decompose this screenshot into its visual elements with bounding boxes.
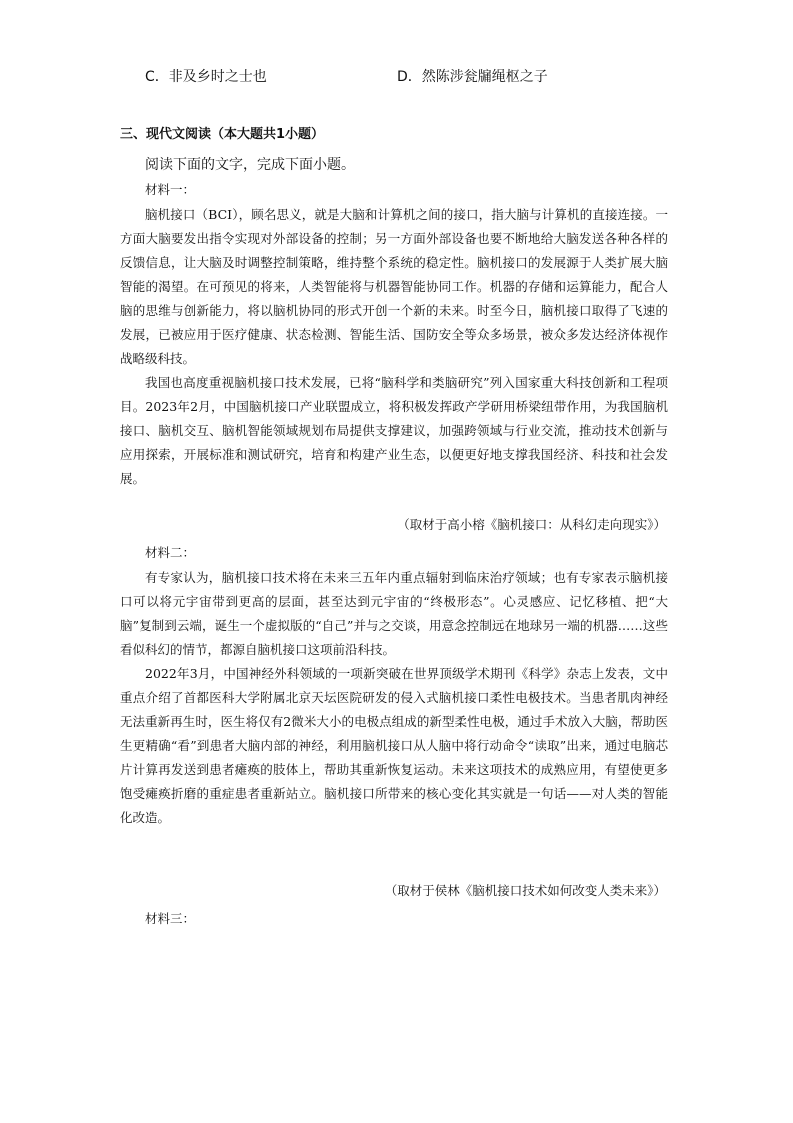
material-3-label: 材料三： xyxy=(145,911,196,926)
material-1-paragraph-2: 我国也高度重视脑机接口技术发展，已将“脑科学和类脑研究”列入国家重大科技创新和工程项目。2023年2月，中国脑机接口产业联盟成立，将积极发挥政产学研用桥梁纽带作用，为我国脑机接口、脑机交互、脑机智能领域规划布局提供支撑建议，加强跨领域与行业交流，推动技术创新与应用探索，开展标准和测试研究，培育和构建产业生态，以便更好地支撑我国经济、科技和社会发展。 xyxy=(120,375,668,486)
material-1-body xyxy=(120,203,668,491)
material-1-paragraph-1: 脑机接口（BCI），顾名思义，就是大脑和计算机之间的接口，指大脑与计算机的直接连接。一方面大脑要发出指令实现对外部设备的控制；另一方面外部设备也要不断地给大脑发送各种各样的反馈信息，让大脑及时调整控制策略，维持整个系统的稳定性。脑机接口的发展源于人类扩展大脑智能的渴望。在可预见的将来，人类智能将与机器智能协同工作。机器的存储和运算能力，配合人脑的思维与创新能力，将以脑机协同的形式开创一个新的未来。时至今日，脑机接口取得了飞速的发展，已被应用于医疗健康、状态检测、智能生活、国防安全等众多场景，被众多发达经济体视作战略级科技。 xyxy=(120,207,668,366)
section-title: 三、现代文阅读（本大题共1小题） xyxy=(120,127,325,142)
reading-instruction: 阅读下面的文字，完成下面小题。 xyxy=(145,157,355,173)
option-d: D．然陈涉瓮牖绳枢之子 xyxy=(397,69,548,85)
material-2-label: 材料二： xyxy=(145,545,196,560)
material-1-source: （取材于高小榕《脑机接口：从科幻走向现实》） xyxy=(397,517,666,532)
material-2-paragraph-1: 有专家认为，脑机接口技术将在未来三五年内重点辐射到临床治疗领域；也有专家表示脑机接口可以将元宇宙带到更高的层面，甚至达到元宇宙的“终极形态”。心灵感应、记忆移植、把“大脑”复制到云端，诞生一个虚拟版的“自己”并与之交谈，用意念控制远在地球另一端的机器……这些看似科幻的情节，都源自脑机接口这项前沿科技。 xyxy=(120,570,668,657)
material-2-source: （取材于侯林《脑机接口技术如何改变人类未来》） xyxy=(384,883,666,898)
material-1-label: 材料一： xyxy=(145,182,196,197)
material-2-body xyxy=(120,566,668,830)
material-2-paragraph-2: 2022年3月，中国神经外科领域的一项新突破在世界顶级学术期刊《科学》杂志上发表，文中重点介绍了首都医科大学附属北京天坛医院研发的侵入式脑机接口柔性电极技术。当患者肌肉神经无法重新再生时，医生将仅有2微米大小的电极点组成的新型柔性电极，通过手术放入大脑，帮助医生更精确“看”到患者大脑内部的神经，利用脑机接口从人脑中将行动命令“读取”出来，通过电脑芯片计算再发送到患者瘫痪的肢体上，帮助其重新恢复运动。未来这项技术的成熟应用，有望使更多饱受瘫痪折磨的重症患者重新站立。脑机接口所带来的核心变化其实就是一句话——对人类的智能化改造。 xyxy=(120,666,668,825)
option-c: C．非及乡时之士也 xyxy=(145,69,267,85)
